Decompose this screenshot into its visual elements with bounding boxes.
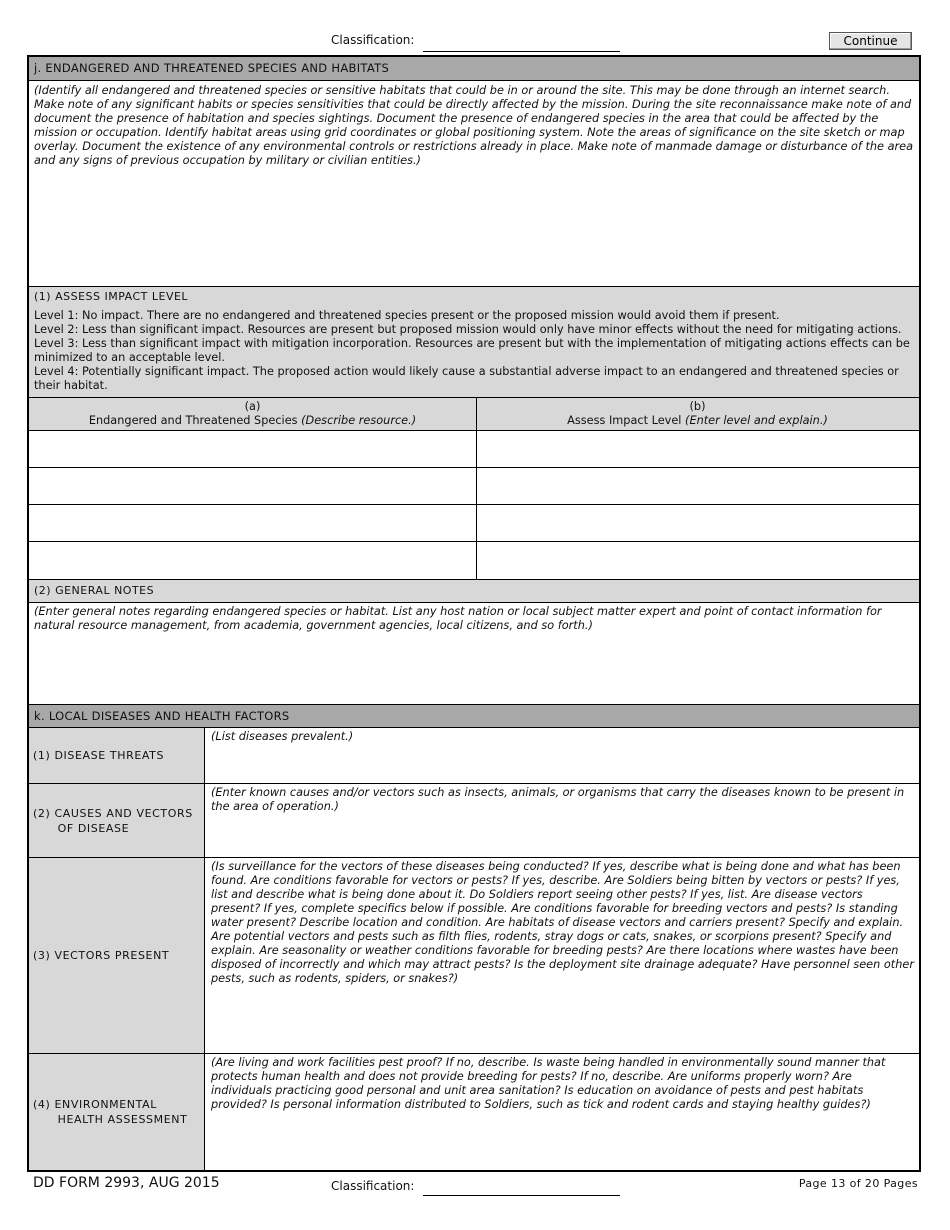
vectors-present-field[interactable] (205, 858, 919, 1054)
causes-vectors-instructions: (Enter known causes and/or vectors such as insects, animals, or organisms that carry the diseases known to be present in the area of operation.) (211, 786, 905, 813)
impact-level-2: Level 2: Less than significant impact. Resources are present but proposed mission would only have minor effects without the need for mitigating actions. (34, 323, 902, 336)
species-cell-a3[interactable] (29, 505, 476, 542)
column-b-letter: (b) (689, 400, 706, 413)
column-divider (476, 398, 477, 580)
species-cell-a1[interactable] (29, 431, 476, 468)
top-classification-field[interactable] (423, 37, 620, 52)
form-page (27, 55, 921, 1172)
environmental-health-field[interactable] (205, 1054, 919, 1170)
impact-cell-b3[interactable] (476, 505, 919, 542)
form-id: DD FORM 2993, AUG 2015 (33, 1175, 220, 1191)
general-notes-area[interactable] (29, 603, 919, 705)
column-a-label: Endangered and Threatened Species (88, 414, 302, 427)
assess-impact-level-title: (1) ASSESS IMPACT LEVEL (34, 290, 189, 303)
bottom-classification-field[interactable] (423, 1181, 620, 1196)
general-notes-instructions: (Enter general notes regarding endangered species or habitat. List any host nation or local subject matter expert and point of contact information for natural resource management, from academia, government agencies, local citizens, and so forth.) (34, 605, 882, 632)
impact-level-1: Level 1: No impact. There are no endangered and threatened species present or the proposed mission would avoid them if present. (34, 309, 780, 322)
column-a-header (29, 400, 476, 428)
assess-impact-level-block (29, 287, 919, 398)
section-j-instructions: (Identify all endangered and threatened species or sensitive habitats that could be in or around the site. This may be done through an internet search. Make note of any significant habits or species sensitivities that could be directly affected by the mission. During the site reconnaissance make note of and document the presence of habitation and species sightings. Document the presence of endangered species in the area that could be affected by the mission or occupation. Identify habitat areas using grid coordinates or global positioning system. Note the areas of significance on the site sketch or map overlay. Document the existence of any environmental controls or restrictions already in place. Make note of manmade damage or disturbance of the area and any signs of previous occupation by military or civilian entities.) (34, 84, 914, 167)
disease-threats-instructions: (List diseases prevalent.) (211, 730, 354, 743)
general-notes-title: (2) GENERAL NOTES (29, 580, 919, 603)
bottom-classification-label: Classification: (331, 1179, 415, 1193)
page-info: Page 13 of 20 Pages (798, 1177, 918, 1190)
environmental-health-instructions: (Are living and work facilities pest proof? If no, describe. Is waste being handled in environmentally sound manner that protects human health and does not provide breeding for pests? If no, describe. Are uniforms properly worn? Are individuals practicing good personal and unit area sanitation? Is education on avoidance of pests and pest habitats provided? Is personal information distributed to Soldiers, such as tick and rodent cards and staying healthy guides?) (211, 1056, 886, 1111)
section-k-title: k. LOCAL DISEASES AND HEALTH FACTORS (29, 705, 919, 728)
impact-cell-b2[interactable] (476, 468, 919, 505)
vectors-present-label: (3) VECTORS PRESENT (29, 858, 205, 1054)
impact-level-3: Level 3: Less than significant impact with mitigation incorporation. Resources are present but with the implementation of mitigating actions effects can be minimized to an acceptable level. (34, 337, 910, 364)
impact-cell-b1[interactable] (476, 431, 919, 468)
disease-threats-field[interactable] (205, 728, 919, 784)
vectors-present-instructions: (Is surveillance for the vectors of these diseases being conducted? If yes, describe what is being done and what has been found. Are conditions favorable for vectors or pests? If yes, describe. Are Soldiers being bitten by vectors or pests? If yes, list and describe what is being done about it. Do Soldiers report seeing other pests? If yes, list. Are disease vectors present? If yes, complete specifics below if possible. Are conditions favorable for breeding vectors and pests? Is standing water present? Describe location and condition. Are habitats of disease vectors and carriers present? Specify and explain. Are potential vectors and pests such as filth flies, rodents, stray dogs or cats, snakes, or scorpions present? Specify and explain. Are seasonality or weather conditions favorable for breeding pests? Are there locations where wastes have been disposed of incorrectly and which may attract pests? Is the deployment site drainage adequate? Have personnel seen other pests, such as rodents, spiders, or snakes?) (211, 860, 914, 985)
column-b-label: Assess Impact Level (567, 414, 686, 427)
section-j-title: j. ENDANGERED AND THREATENED SPECIES AND HABITATS (29, 57, 919, 81)
species-cell-a2[interactable] (29, 468, 476, 505)
impact-cell-b4[interactable] (476, 542, 919, 580)
continue-button[interactable]: Continue (829, 32, 912, 50)
species-cell-a4[interactable] (29, 542, 476, 580)
column-b-header (476, 400, 919, 428)
causes-vectors-label: (2) CAUSES AND VECTORS OF DISEASE (29, 784, 205, 858)
section-j-text-area[interactable] (29, 81, 919, 287)
column-b-hint: (Enter level and explain.) (685, 414, 828, 427)
impact-level-4: Level 4: Potentially significant impact. The proposed action would likely cause a substantial adverse impact to an endangered and threatened species or their habitat. (34, 365, 899, 392)
column-a-letter: (a) (244, 400, 261, 413)
top-classification-label: Classification: (331, 33, 415, 47)
causes-vectors-field[interactable] (205, 784, 919, 858)
column-a-hint: (Describe resource.) (301, 414, 417, 427)
disease-threats-label: (1) DISEASE THREATS (29, 728, 205, 784)
environmental-health-label: (4) ENVIRONMENTAL HEALTH ASSESSMENT (29, 1054, 205, 1170)
